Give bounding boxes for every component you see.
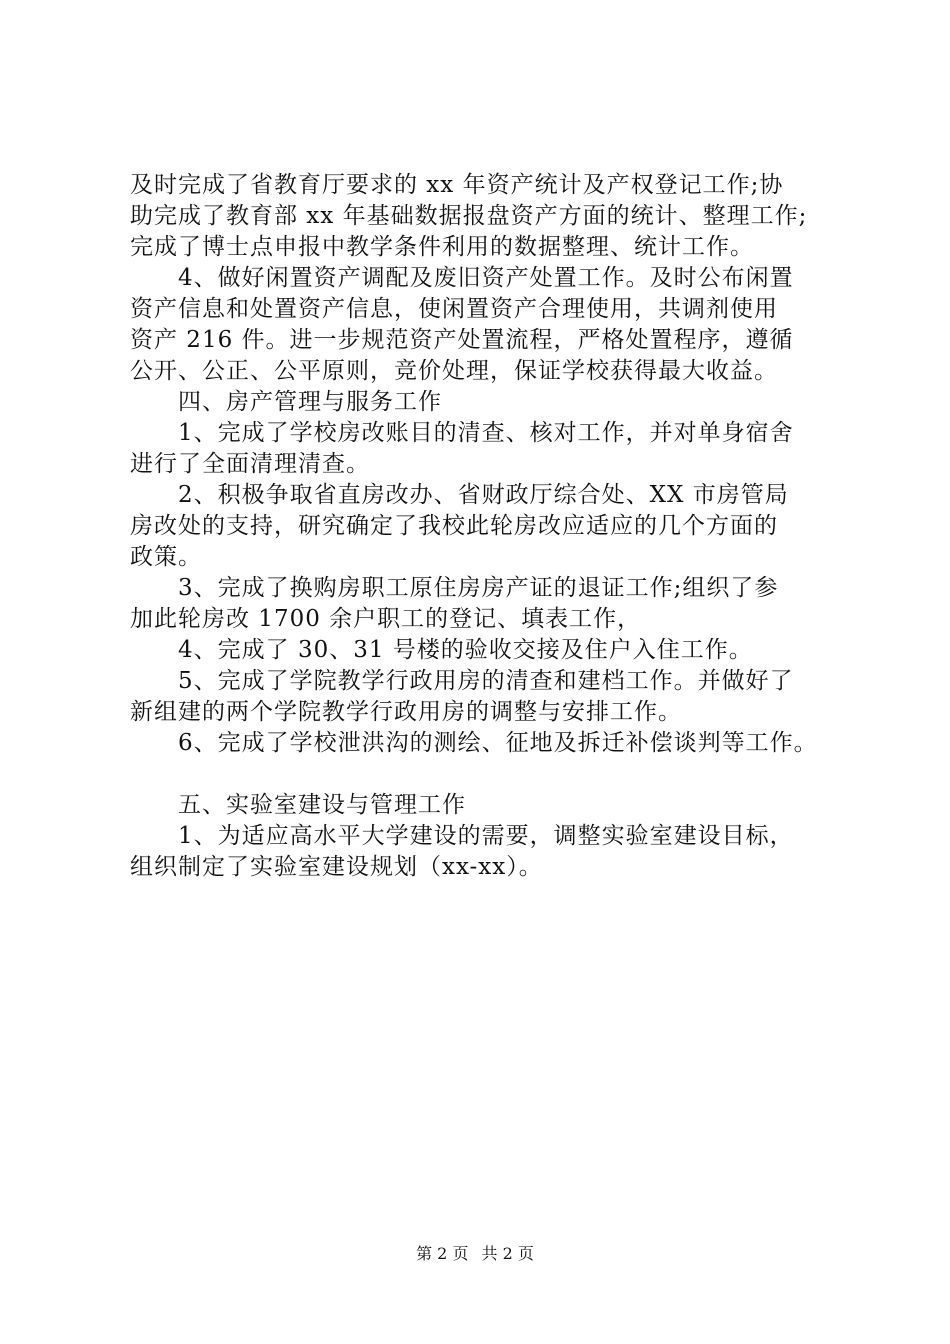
page-footer <box>0 1243 950 1265</box>
text-line: 4、完成了 30、31 号楼的验收交接及住户入住工作。 <box>178 637 753 663</box>
page-number: 第 2 页 <box>416 1244 469 1263</box>
text-line: 资产 216 件。进一步规范资产处置流程，严格处置程序，遵循 <box>130 327 794 353</box>
text-line: 1、完成了学校房改账目的清查、核对工作，并对单身宿舍 <box>178 420 794 446</box>
text-line: 房改处的支持，研究确定了我校此轮房改应适应的几个方面的 <box>130 513 778 539</box>
text-line: 1、为适应高水平大学建设的需要，调整实验室建设目标， <box>178 823 794 849</box>
text-line: 3、完成了换购房职工原住房房产证的退证工作;组织了参 <box>178 575 779 601</box>
text-line: 加此轮房改 1700 余户职工的登记、填表工作， <box>130 606 642 632</box>
text-line: 政策。 <box>130 544 202 570</box>
text-line: 组织制定了实验室建设规划（xx-xx）。 <box>130 854 543 880</box>
section-heading: 五、实验室建设与管理工作 <box>178 792 466 818</box>
text-line: 公开、公正、公平原则，竞价处理，保证学校获得最大收益。 <box>130 358 778 384</box>
text-line: 及时完成了省教育厅要求的 xx 年资产统计及产权登记工作;协 <box>130 172 784 198</box>
text-line: 助完成了教育部 xx 年基础数据报盘资产方面的统计、整理工作; <box>130 203 808 229</box>
document-body <box>130 170 845 883</box>
section-heading: 四、房产管理与服务工作 <box>178 389 442 415</box>
text-line: 资产信息和处置资产信息，使闲置资产合理使用，共调剂使用 <box>130 296 778 322</box>
page-total: 共 2 页 <box>481 1244 534 1263</box>
text-line: 2、积极争取省直房改办、省财政厅综合处、XX 市房管局 <box>178 482 789 508</box>
paragraph-gap <box>130 759 845 790</box>
text-line: 进行了全面清理清查。 <box>130 451 370 477</box>
text-line: 完成了博士点申报中教学条件利用的数据整理、统计工作。 <box>130 234 754 260</box>
text-line: 5、完成了学院教学行政用房的清查和建档工作。并做好了 <box>178 668 794 694</box>
text-line: 新组建的两个学院教学行政用房的调整与安排工作。 <box>130 699 682 725</box>
text-line: 6、完成了学校泄洪沟的测绘、征地及拆迁补偿谈判等工作。 <box>178 730 818 756</box>
text-line: 4、做好闲置资产调配及废旧资产处置工作。及时公布闲置 <box>178 265 794 291</box>
